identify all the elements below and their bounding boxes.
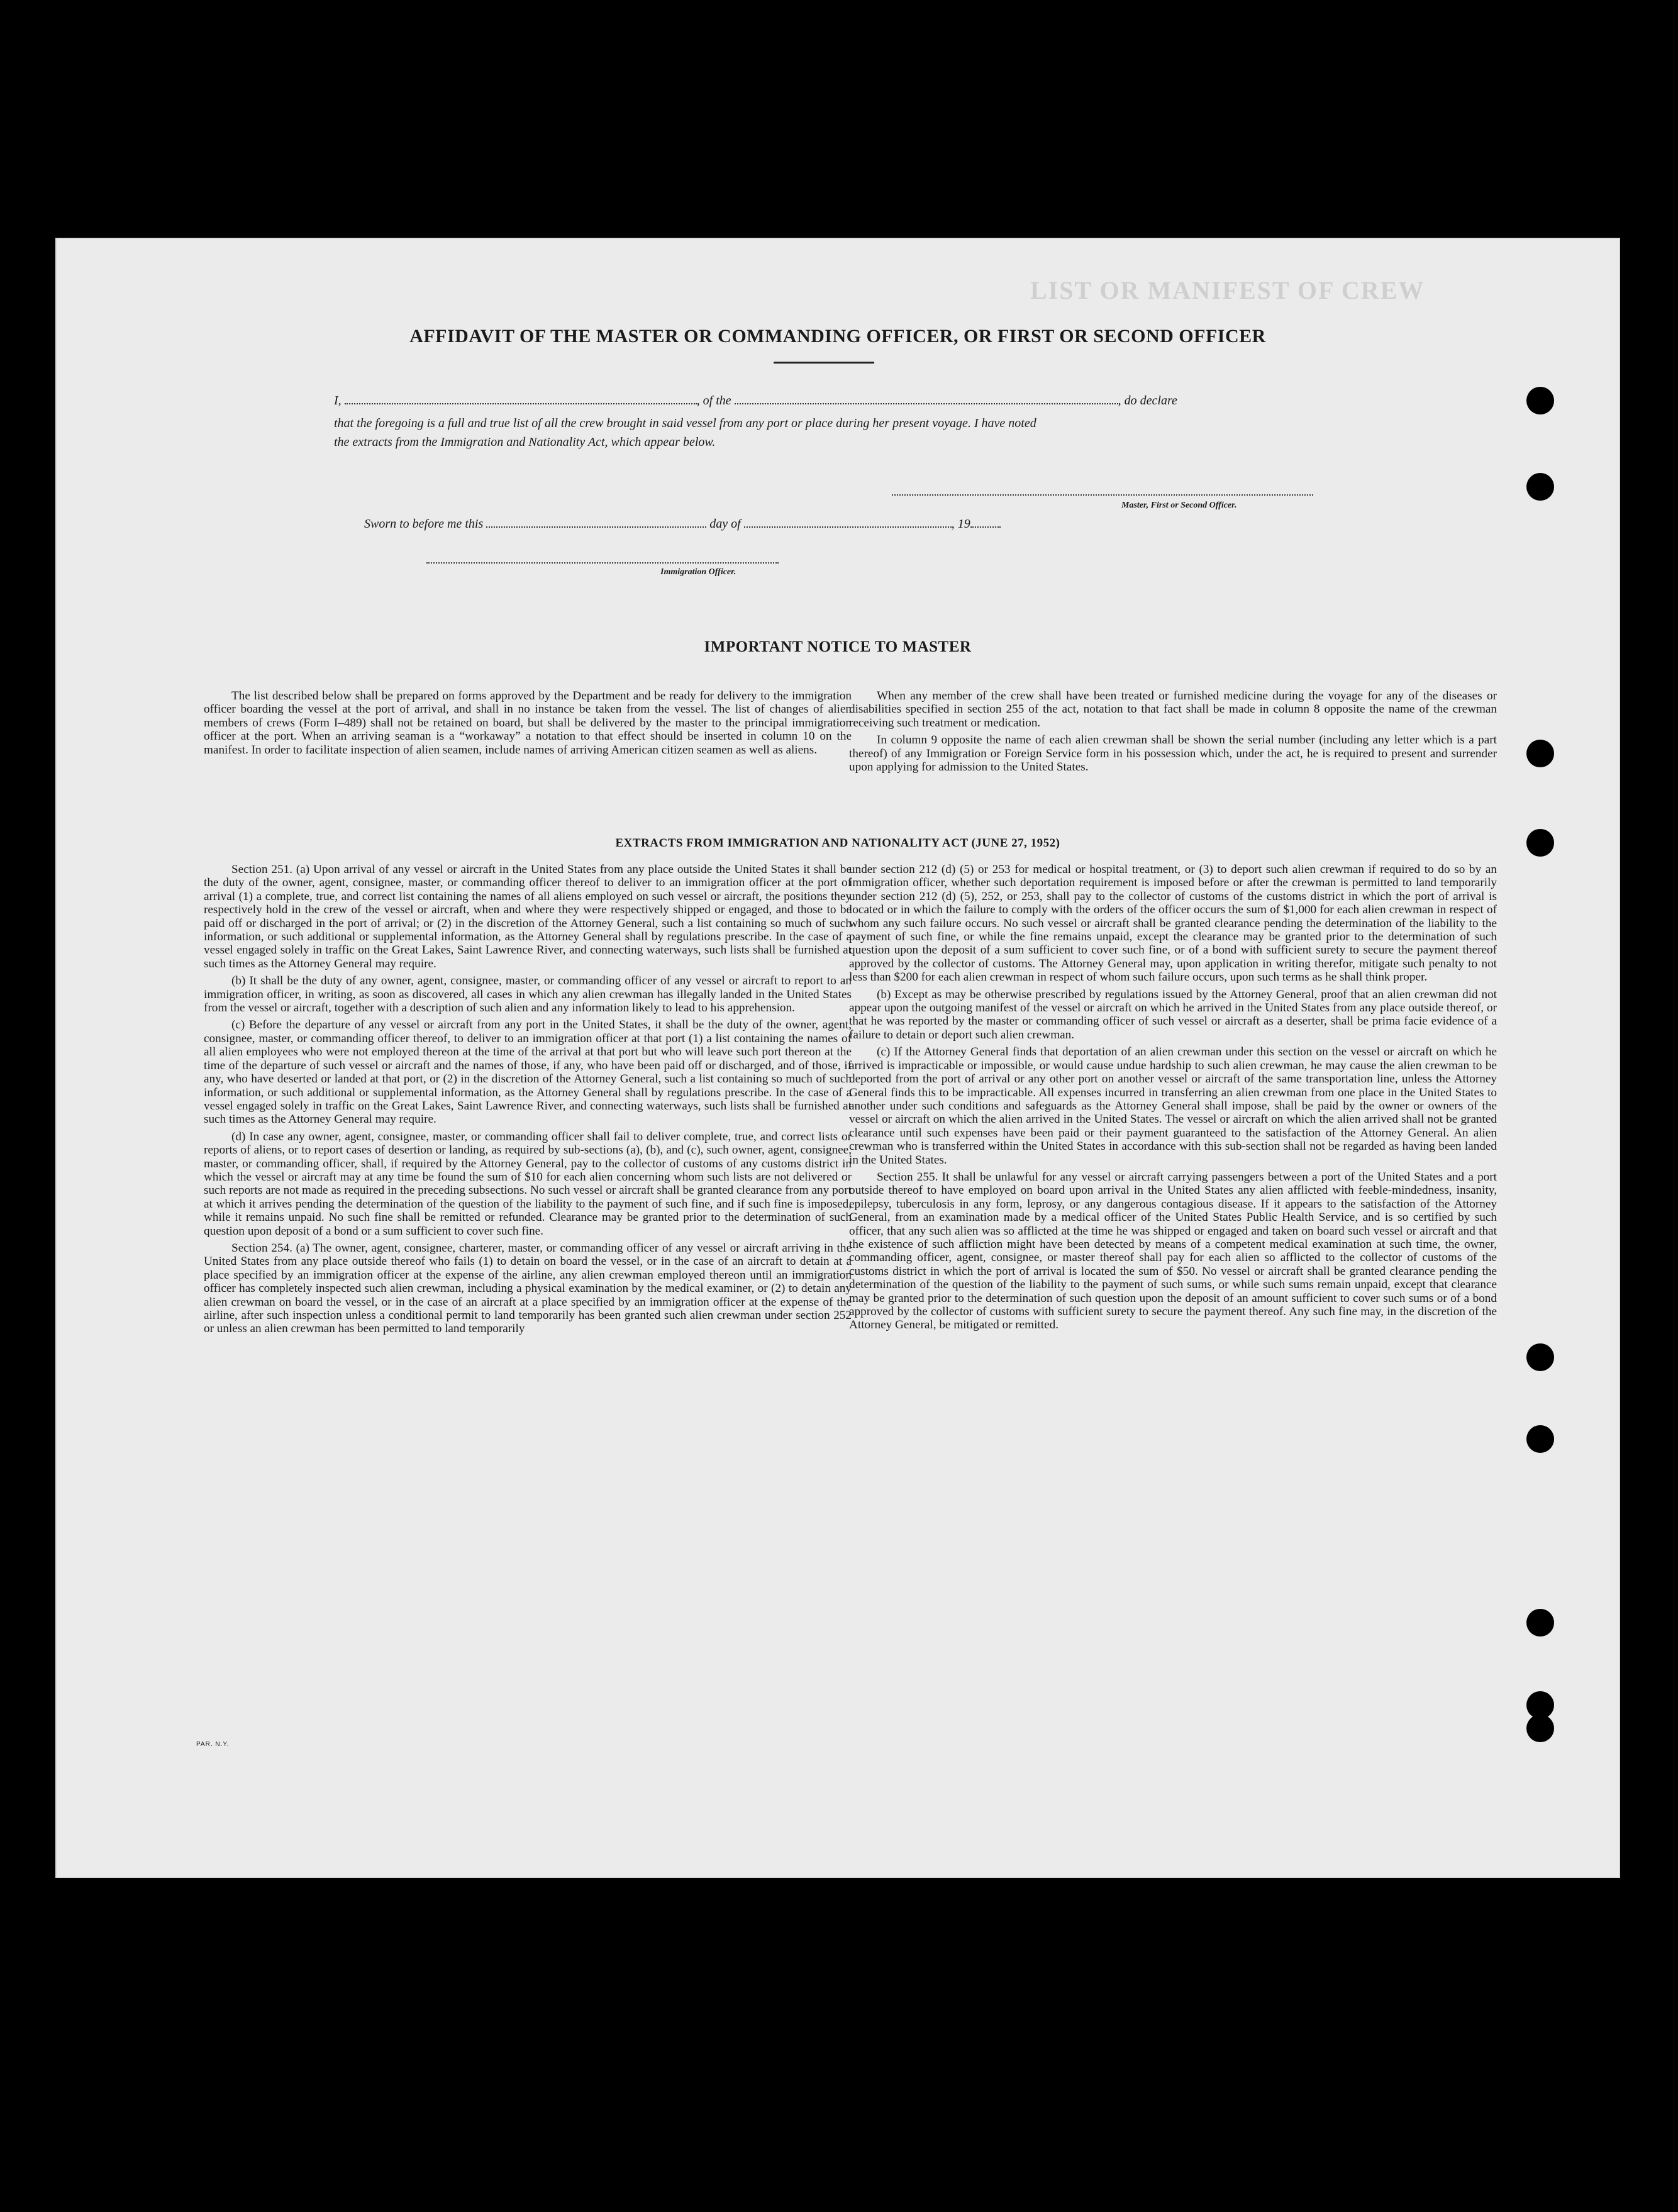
extract-paragraph: Section 254. (a) The owner, agent, consignee, charterer, master, or commanding officer of any vessel or aircraft arriving in the United States from any place outside thereof who fails (1) to detain on board the vessel, or in the case of an aircraft to detain at a place specified by an immigration officer at the expense of the airline, any alien crewman employed thereon until an immigration officer has completely inspected such alien crewman, including a physical examination by the medical examiner, or (2) to detain any alien crewman on board the vessel, or in the case of an aircraft at a place specified by an immigration officer at the expense of the airline, after such inspection unless a conditional permit to land temporarily has been granted such alien crewman under section 252 or unless an alien crewman has been permitted to land temporarily xyxy=(204,1241,852,1336)
notice-right-column xyxy=(849,689,1497,777)
affidavit-title: AFFIDAVIT OF THE MASTER OR COMMANDING OFFICER, OR FIRST OR SECOND OFFICER xyxy=(409,326,1266,347)
sworn-label: Sworn to before me this xyxy=(364,517,484,531)
extract-paragraph: (c) If the Attorney General finds that deportation of an alien crewman under this section on the vessel or aircraft on which he arrived is impracticable or impossible, or would cause undue hardship to such alien crewman, he may cause the alien crewman to be deported from the port of arrival or any other port on another vessel or aircraft of the same transportation line, unless the Attorney General finds this to be impracticable. All expenses incurred in transferring an alien crewman from one place in the United States to another under such conditions and safeguards as the Attorney General shall impose, shall be paid by the owner or owners of the vessel or aircraft on which the alien arrived in the United States. The vessel or aircraft on which the alien arrived shall not be granted clearance until such expenses have been paid or their payment guaranteed to the satisfaction of the Attorney General. An alien crewman who is transferred within the United States in accordance with this sub-section shall not be regarded as having been landed in the United States. xyxy=(849,1045,1497,1167)
punch-hole xyxy=(1526,740,1554,767)
notice-left-column xyxy=(204,689,852,760)
year-prefix: , 19 xyxy=(951,517,970,531)
bleed-through-text: LIST OR MANIFEST OF CREW xyxy=(1030,276,1425,304)
punch-hole xyxy=(1526,1715,1554,1742)
sworn-month-field[interactable] xyxy=(744,523,952,528)
punch-hole xyxy=(1526,1609,1554,1637)
sworn-day-field[interactable] xyxy=(486,523,706,528)
officer-caption: Immigration Officer. xyxy=(660,567,736,577)
declarant-line xyxy=(334,394,1177,408)
sworn-line xyxy=(364,517,1001,531)
master-signature-caption: Master, First or Second Officer. xyxy=(1121,501,1237,510)
notice-right-paragraph: When any member of the crew shall have been treated or furnished medicine during the voyage for any of the diseases or disabilities specified in section 255 of the act, notation to that fact shall be made in column 8 opposite the name of the crewman receiving such treatment or medication. xyxy=(849,689,1497,730)
name-field[interactable] xyxy=(345,399,697,404)
declaration-line-2: the extracts from the Immigration and Nationality Act, which appear below. xyxy=(334,435,716,449)
extract-paragraph: (d) In case any owner, agent, consignee, master, or commanding officer shall fail to deliver complete, true, and correct lists or reports of aliens, or to report cases of desertion or landing, as required by sub-sections (a), (b), and (c), such owner, agent, consignee, master, or commanding officer, shall, if required by the Attorney General, pay to the collector of customs of any customs district in which the vessel or aircraft may at any time be found the sum of $10 for each alien concerning whom such lists are not delivered or such reports are not made as required in the preceding subsections. No such vessel or aircraft shall be granted clearance from any port at which it arrives pending the determination of the question of the liability to the payment of such fine, and if such fine is imposed, while it remains unpaid. No such fine shall be remitted or refunded. Clearance may be granted prior to the determination of such question upon deposit of a bond or a sum sufficient to cover such fine. xyxy=(204,1130,852,1238)
extract-paragraph: (b) Except as may be otherwise prescribed by regulations issued by the Attorney General, proof that an alien crewman did not appear upon the outgoing manifest of the vessel or aircraft on which he arrived in the United States from any place outside thereof, or that he was reported by the master or commanding officer of such vessel or aircraft as a deserter, shall be prima facie evidence of a failure to detain or deport such alien crewman. xyxy=(849,987,1497,1042)
extract-paragraph: under section 212 (d) (5) or 253 for medical or hospital treatment, or (3) to deport such alien crewman if required to do so by an immigration officer, whether such deportation requirement is imposed before or after the crewman is permitted to land temporarily under section 212 (d) (5), 252, or 253, shall pay to the collector of customs of the customs district in which the port of arrival is located or in which the failure to comply with the orders of the officer occurs the sum of $1,000 for each alien crewman in respect of whom any such failure occurs. No such vessel or aircraft shall be granted clearance pending the determination of the liability to the payment of such fine, or while the fine remains unpaid, except the clearance may be granted prior to the determination of such question upon the deposit of a sum sufficient to cover such fine, or of a bond with sufficient surety to secure the payment thereof approved by the collector of customs. The Attorney General may, upon application in writing therefor, mitigate such penalty to not less than $200 for each alien crewman in respect of whom such failure occurs, upon such terms as he shall think proper. xyxy=(849,863,1497,984)
notice-left-paragraph: The list described below shall be prepared on forms approved by the Department and be ready for delivery to the immigration officer boarding the vessel at the port of arrival, and shall in no instance be taken from the vessel. The list of changes of alien members of crews (Form I–489) shall not be retained on board, but shall be delivered by the master to the principal immigration officer at the port. When an arriving seaman is a “workaway” a notation to that effect should be inserted in column 10 on the manifest. In order to facilitate inspection of alien seamen, include names of arriving American citizen seamen as well as aliens. xyxy=(204,689,852,757)
extract-paragraph: (b) It shall be the duty of any owner, agent, consignee, master, or commanding officer of any vessel or aircraft to report to an immigration officer, in writing, as soon as discovered, all cases in which any alien crewman has illegally landed in the United States from the vessel or aircraft, together with a description of such alien and any information likely to lead to his apprehension. xyxy=(204,974,852,1015)
notice-title: IMPORTANT NOTICE TO MASTER xyxy=(704,638,972,655)
of-the-label: , of the xyxy=(696,394,731,408)
extract-paragraph: (c) Before the departure of any vessel or aircraft from any port in the United States, it shall be the duty of the owner, agent, consignee, master, or commanding officer thereof, to deliver to an immigration officer at that port (1) a list containing the names of all alien employees who were not employed thereon at the time of the arrival at that port but who will leave such port thereon at the time of the departure of such vessel or aircraft and the names of those, if any, who have been paid off or discharged, and of those, if any, who have deserted or landed at that port, or (2) in the discretion of the Attorney General, such a list containing so much of such information, or such additional or supplemental information, as the Attorney General shall by regulations prescribe. In the case of a vessel engaged solely in traffic on the Great Lakes, Saint Lawrence River, and connecting waterways, such lists shall be furnished at such times as the Attorney General may require. xyxy=(204,1018,852,1126)
do-declare-label: , do declare xyxy=(1118,394,1177,408)
vessel-field[interactable] xyxy=(735,399,1118,404)
punch-hole xyxy=(1526,1343,1554,1371)
extract-paragraph: Section 255. It shall be unlawful for any vessel or aircraft carrying passengers between a port of the United States and a port outside thereof to have employed on board upon arrival in the United States any alien afflicted with feeble-mindedness, insanity, epilepsy, tuberculosis in any form, leprosy, or any dangerous contagious disease. If it appears to the satisfaction of the Attorney General, from an examination made by a medical officer of the United States Public Health Service, and is so certified by such officer, that any such alien was so afflicted at the time he was shipped or engaged and taken on board such vessel or aircraft and that the existence of such affliction might have been detected by means of a competent medical examination at such time, the owner, commanding officer, agent, consignee, or master thereof shall pay for each alien so afflicted to the collector of customs of the customs district in which the port of arrival is located the sum of $50. No vessel or aircraft shall be granted clearance pending the determination of the question of the liability to the payment of such sums, or while such sums remain unpaid, except that clearance may be granted prior to the determination of such question upon the deposit of an amount sufficient to cover such sums or of a bond approved by the collector of customs with sufficient surety to secure the payment thereof. Any such fine may, in the discretion of the Attorney General, be mitigated or remitted. xyxy=(849,1170,1497,1332)
printer-mark: PAR. N.Y. xyxy=(196,1741,230,1748)
form-sheet xyxy=(55,238,1620,1878)
master-signature-field[interactable] xyxy=(892,494,1313,496)
sworn-year-field[interactable] xyxy=(970,523,1001,528)
punch-hole xyxy=(1526,1425,1554,1453)
extracts-left-column xyxy=(204,863,852,1340)
officer-signature-field[interactable] xyxy=(426,562,779,564)
extracts-right-column xyxy=(849,863,1497,1336)
extracts-title: EXTRACTS FROM IMMIGRATION AND NATIONALITY ACT (JUNE 27, 1952) xyxy=(615,836,1060,850)
notice-right-paragraph: In column 9 opposite the name of each alien crewman shall be shown the serial number (including any letter which is a part thereof) of any Immigration or Foreign Service form in his possession which, under the act, he is required to present and surrender upon applying for admission to the United States. xyxy=(849,733,1497,774)
day-of-label: day of xyxy=(709,517,741,531)
title-rule xyxy=(774,362,874,364)
extract-paragraph: Section 251. (a) Upon arrival of any vessel or aircraft in the United States from any place outside the United States it shall be the duty of the owner, agent, consignee, master, or commanding officer thereof to deliver to an immigration officer at the port of arrival (1) a complete, true, and correct list containing the names of all aliens employed on such vessel or aircraft, the positions they respectively hold in the crew of the vessel or aircraft, when and where they were respectively shipped or engaged, and those to be paid off or discharged in the port of arrival; or (2) in the discretion of the Attorney General, such a list containing so much of such information, or such additional or supplemental information, as the Attorney General shall by regulations prescribe. In the case of a vessel engaged solely in traffic on the Great Lakes, Saint Lawrence River, and connecting waterways, such lists shall be furnished at such times as the Attorney General may require. xyxy=(204,863,852,970)
declaration-line-1: that the foregoing is a full and true list of all the crew brought in said vessel from any port or place during her present voyage. I have noted xyxy=(334,416,1036,430)
i-label: I, xyxy=(334,394,342,408)
punch-hole xyxy=(1526,387,1554,414)
punch-hole xyxy=(1526,473,1554,501)
